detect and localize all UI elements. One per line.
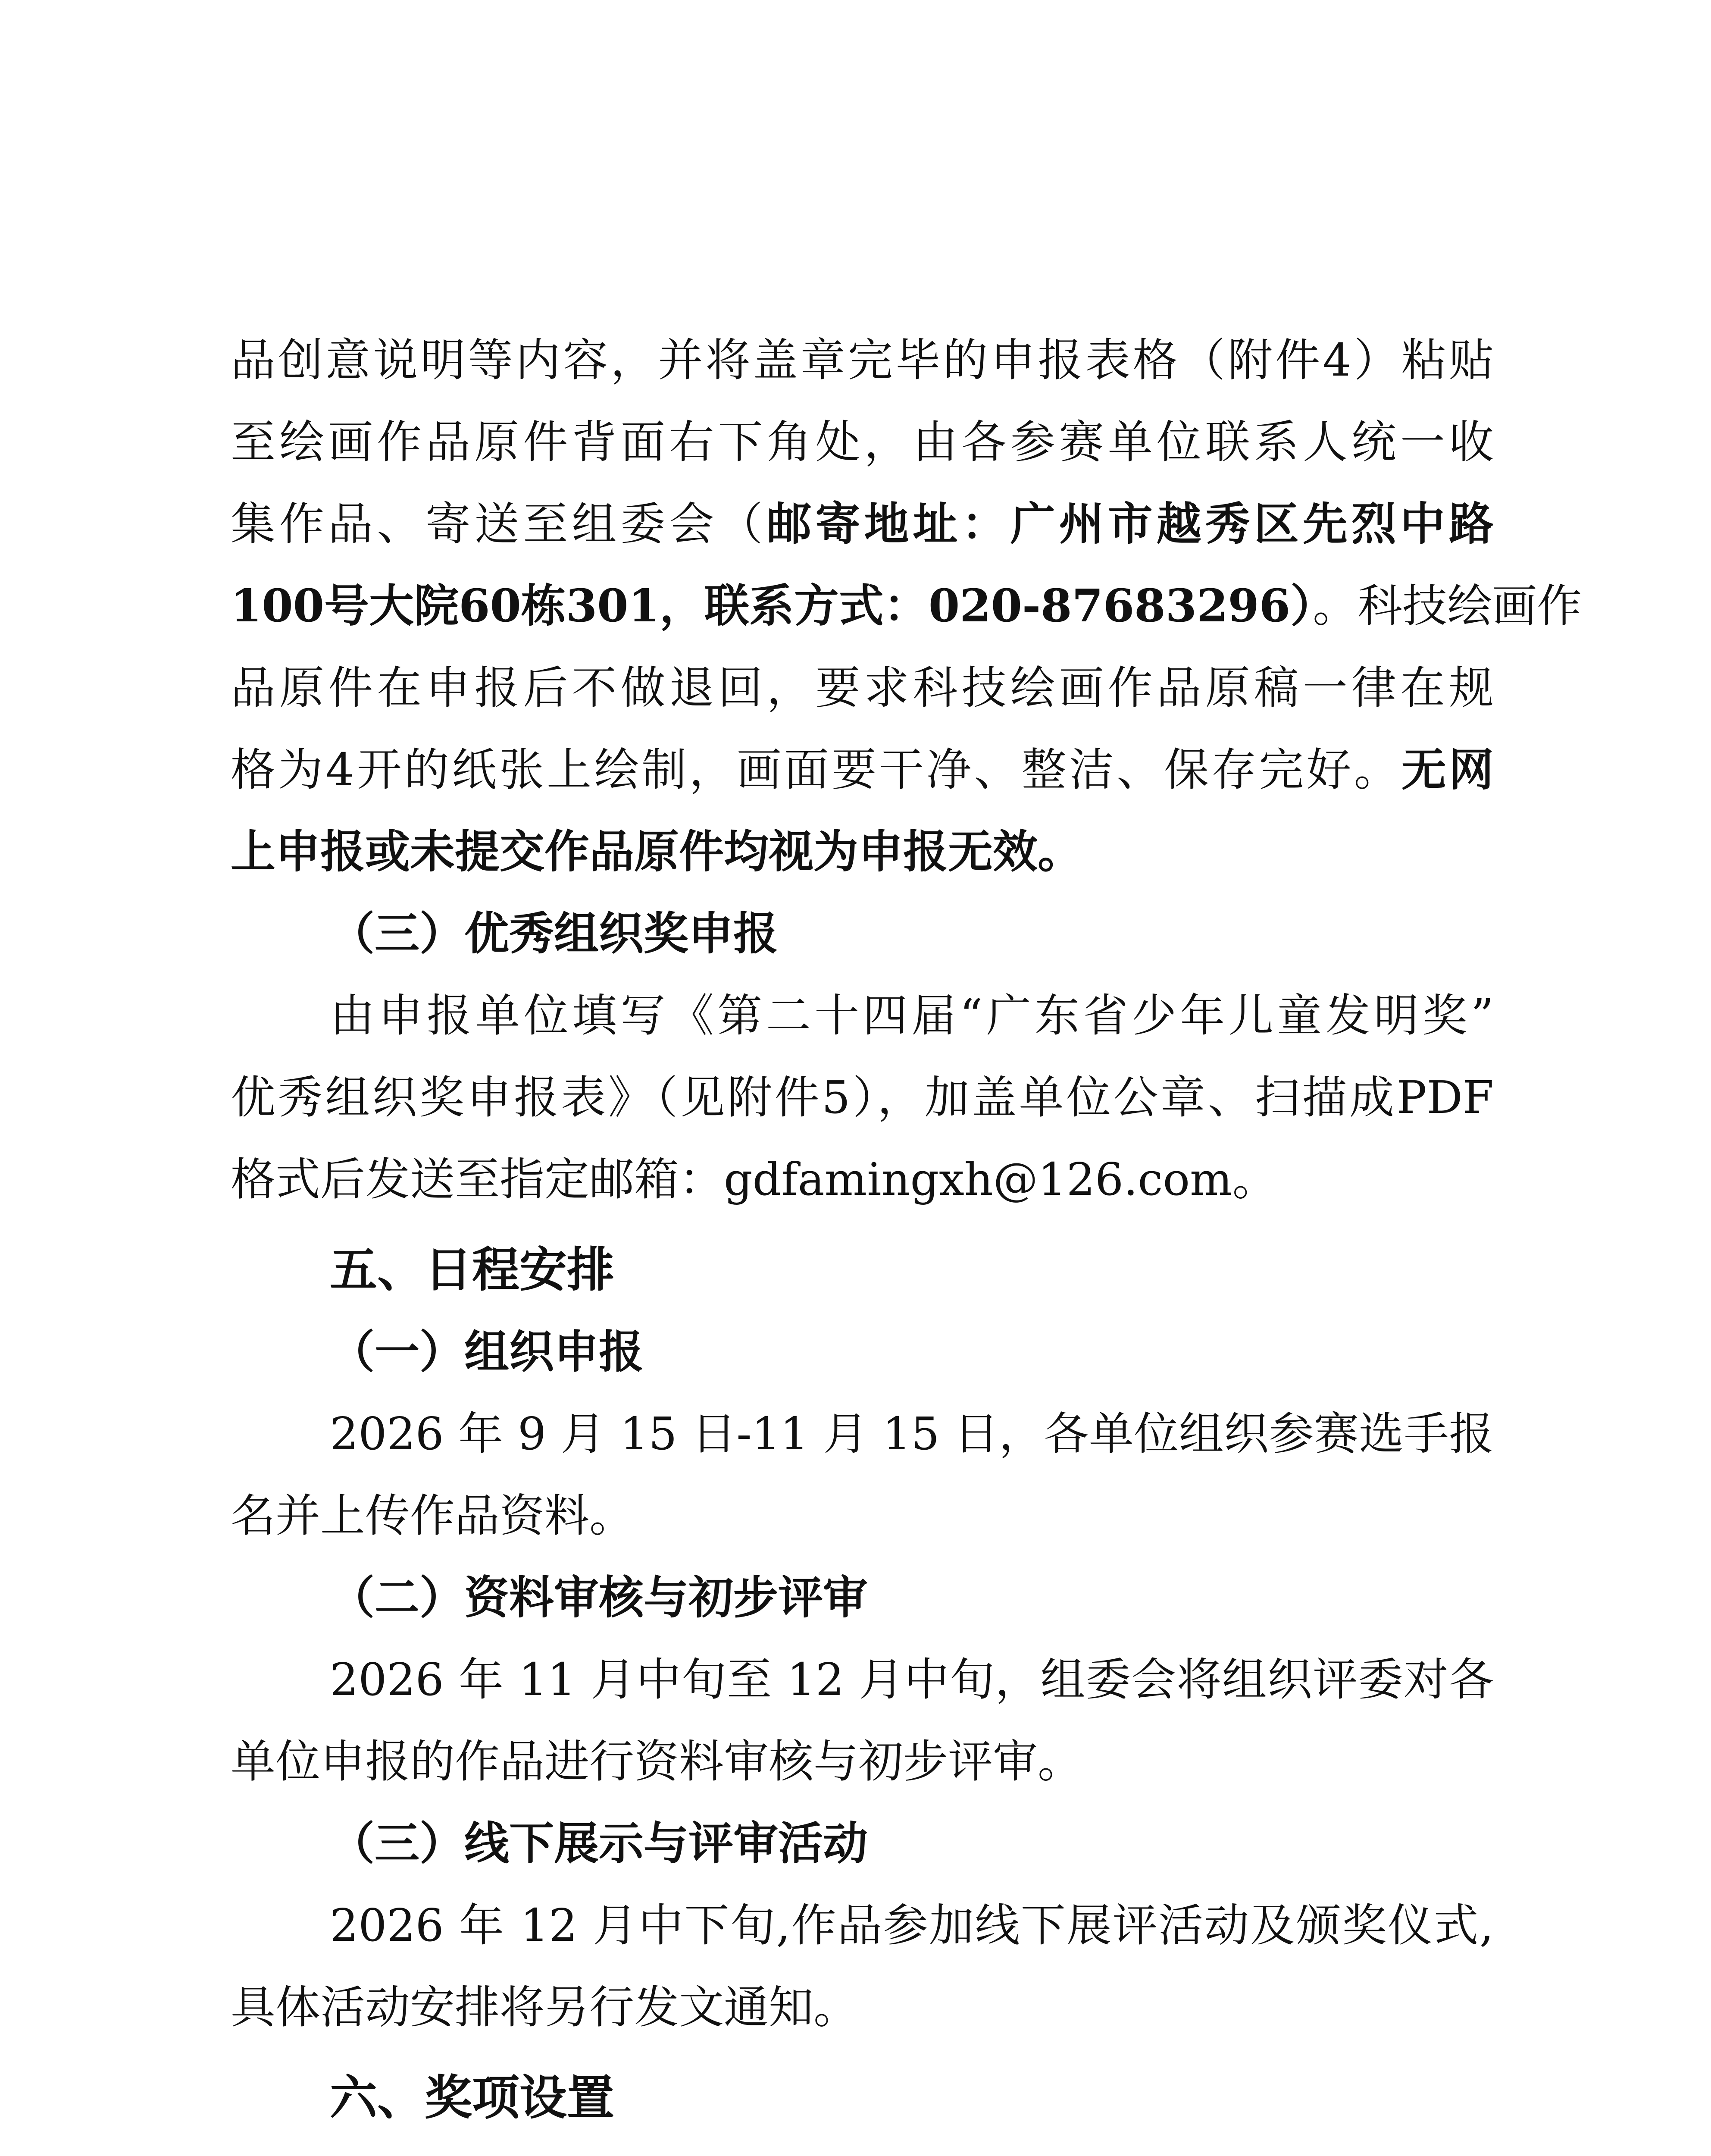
body-line-mixed (231, 573, 1582, 638)
body-line: 具体活动安排将另行发文通知。 (231, 1981, 859, 2034)
mailing-address: 邮寄地址：广州市越秀区先烈中路 (766, 497, 1494, 550)
body-text: 格为4开的纸张上绘制，画面要干净、整洁、保存完好。 (231, 743, 1401, 796)
body-line: 名并上传作品资料。 (231, 1489, 635, 1542)
subsection-heading: （一）组织申报 (330, 1325, 644, 1378)
body-line: 2026 年 11 月中旬至 12 月中旬，组委会将组织评委对各 (330, 1653, 1494, 1706)
subsection-heading: （三）线下展示与评审活动 (330, 1817, 868, 1870)
body-line: 品原件在申报后不做退回，要求科技绘画作品原稿一律在规 (231, 661, 1494, 714)
body-line-mixed (231, 737, 1494, 802)
body-line: 优秀组织奖申报表》（见附件5），加盖单位公章、扫描成PDF (231, 1071, 1494, 1124)
body-line: 2026 年 9 月 15 日-11 月 15 日，各单位组织参赛选手报 (330, 1407, 1494, 1460)
emphasis-line: 上申报或未提交作品原件均视为申报无效。 (231, 825, 1083, 878)
section-heading: 五、日程安排 (330, 1242, 614, 1297)
subsection-heading: （三）优秀组织奖申报 (330, 907, 779, 960)
body-line: 单位申报的作品进行资料审核与初步评审。 (231, 1735, 1083, 1788)
body-text: 。科技绘画作 (1313, 580, 1582, 632)
contact-info: 100号大院60栋301，联系方式：020-87683296） (231, 579, 1313, 632)
body-line: 品创意说明等内容，并将盖章完毕的申报表格（附件4）粘贴 (231, 334, 1494, 386)
body-line: 格式后发送至指定邮箱：gdfamingxh@126.com。 (231, 1153, 1277, 1206)
section-heading: 六、奖项设置 (330, 2070, 614, 2125)
body-text: 集作品、寄送至组委会（ (231, 498, 767, 550)
body-line: 由申报单位填写《第二十四届“广东省少年儿童发明奖” (330, 989, 1494, 1042)
subsection-heading: （二）资料审核与初步评审 (330, 1571, 868, 1624)
body-line: 至绘画作品原件背面右下角处，由各参赛单位联系人统一收 (231, 416, 1494, 468)
emphasis-text: 无网 (1401, 743, 1494, 796)
body-line-mixed (231, 492, 1494, 556)
body-line: 2026 年 12 月中下旬,作品参加线下展评活动及颁奖仪式, (330, 1899, 1494, 1952)
